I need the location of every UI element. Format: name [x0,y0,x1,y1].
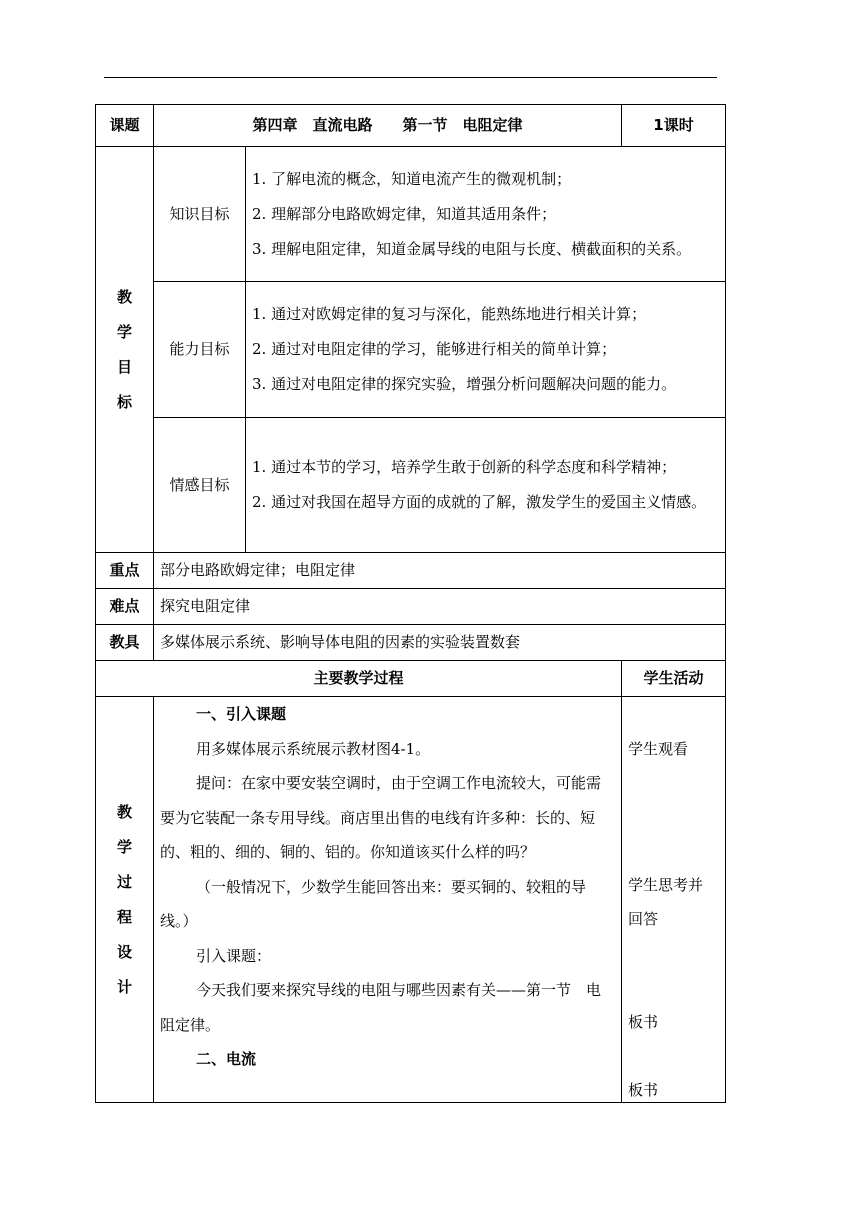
objectives-label: 教 学 目 标 [96,147,154,553]
paragraph: （一般情况下，少数学生能回答出来：要买铜的、较粗的导线。） [160,877,587,930]
objective-row-ability [96,282,726,418]
key-point-label: 重点 [96,553,154,589]
difficulty-text: 探究电阻定律 [154,589,726,625]
section-heading: 二、电流 [196,1050,257,1068]
list-item: 1. 通过本节的学习，培养学生敢于创新的科学态度和科学精神； [252,458,677,476]
equipment-text: 多媒体展示系统、影响导体电阻的因素的实验装置数套 [154,625,726,661]
topic-title: 第四章 直流电路 第一节 电阻定律 [154,105,622,147]
paragraph: 今天我们要来探究导线的电阻与哪些因素有关——第一节 电阻定律。 [160,981,602,1034]
key-point-text: 部分电路欧姆定律；电阻定律 [154,553,726,589]
activity-note: 学生观看 [628,740,689,758]
list-item: 1. 了解电流的概念，知道电流产生的微观机制； [252,169,572,188]
process-header-row [96,661,726,697]
activity-column [622,697,726,1103]
paragraph: 用多媒体展示系统展示教材图4-1。 [196,739,431,758]
activity-note: 板书 [628,1013,659,1031]
process-label: 教 学 过 程 设 计 [96,697,154,1103]
list-item: 1. 通过对欧姆定律的复习与深化，能熟练地进行相关计算； [252,305,647,323]
equipment-label: 教具 [96,625,154,661]
objective-name-knowledge: 知识目标 [154,147,246,282]
paragraph: 提问：在家中要安装空调时，由于空调工作电流较大，可能需要为它装配一条专用导线。商店里出售的电线有许多种：长的、短的、粗的、细的、铜的、铝的。你知道该买什么样的吗？ [160,774,602,861]
activity-header: 学生活动 [622,661,726,697]
list-item: 3. 通过对电阻定律的探究实验，增强分析问题解决问题的能力。 [252,375,677,393]
objective-list-ability [246,282,726,418]
difficulty-row [96,589,726,625]
lesson-plan-table [95,104,726,1103]
paragraph: 引入课题： [196,946,272,965]
objective-list-knowledge [246,147,726,282]
process-content [154,697,622,1103]
list-item: 2. 理解部分电路欧姆定律，知道其适用条件； [252,204,557,223]
list-item: 2. 通过对我国在超导方面的成就的了解，激发学生的爱国主义情感。 [252,493,707,511]
objective-name-emotion: 情感目标 [154,418,246,553]
objective-row-emotion [96,418,726,553]
process-header: 主要教学过程 [96,661,622,697]
activity-note: 板书 [628,1081,659,1099]
difficulty-label: 难点 [96,589,154,625]
process-row [96,697,726,1103]
objective-row-knowledge [96,147,726,282]
objective-name-ability: 能力目标 [154,282,246,418]
objective-list-emotion [246,418,726,553]
topic-row [96,105,726,147]
equipment-row [96,625,726,661]
class-hours: 1课时 [622,105,726,147]
topic-label: 课题 [96,105,154,147]
list-item: 3. 理解电阻定律，知道金属导线的电阻与长度、横截面积的关系。 [252,239,692,258]
section-heading: 一、引入课题 [196,705,287,723]
header-rule [104,77,717,78]
list-item: 2. 通过对电阻定律的学习，能够进行相关的简单计算； [252,340,617,358]
activity-note: 学生思考并回答 [628,876,704,928]
key-point-row [96,553,726,589]
